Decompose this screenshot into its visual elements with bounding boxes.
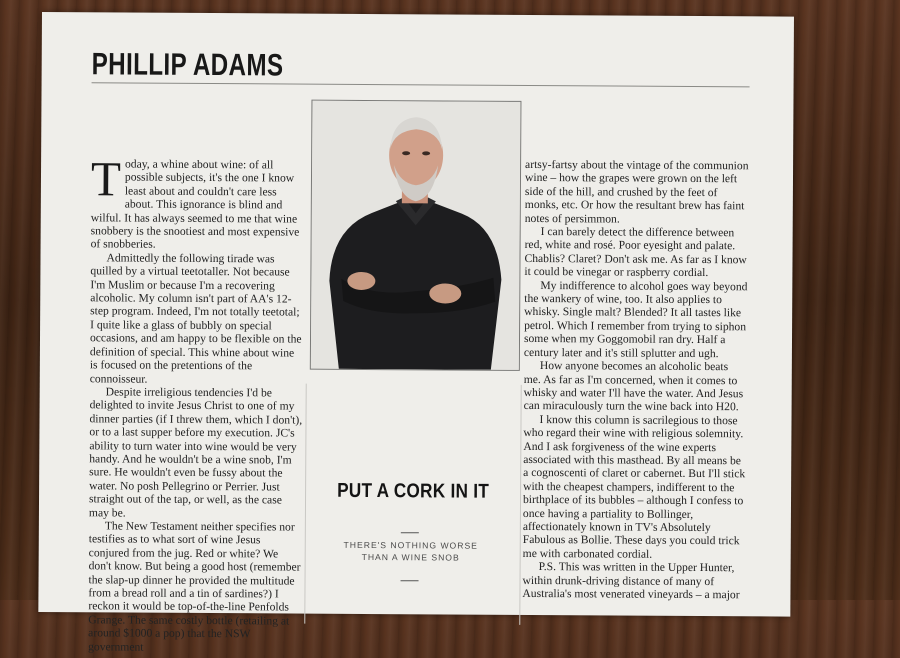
article-column-right: [522, 158, 749, 602]
portrait-photo: [311, 101, 521, 370]
article-headline: PUT A CORK IN IT: [337, 479, 490, 503]
article-paragraph: I can barely detect the difference between red, white and rosé. Poor eyesight and palate. Chablis? Claret? Don't ask me. As far as I know it could be vinegar or raspberry cordial.: [524, 225, 747, 280]
article-paragraph: Admittedly the following tirade was quilled by a virtual teetotaller. Not because I'm Muslim or because I'm a recovering alcoholic. My column isn't part of AA's 12-step program. Indeed, I'm not totally teetotal; I quite like a glass of bubbly on special occasions, and am happy to be flexible on the definition of special. This whine about wine is focused on the pretentions of the connoisseur.: [89, 251, 302, 386]
newspaper-page: [38, 12, 794, 654]
article-paragraph: Despite irreligious tendencies I'd be delighted to invite Jesus Christ to one of my dinner parties (if I threw them, which I don't), or to a last supper before my execution. JC's ability to turn water into wine would be very handy. And he wouldn't be a wine snob, I'm sure. He wouldn't even be fussy about the water. No posh Pellegrino or Perrier. Just straight out of the tap, or well, as the case may be.: [88, 385, 303, 520]
drop-cap: T: [90, 151, 122, 207]
standfirst-dash-bottom: [401, 580, 419, 581]
article-paragraph: I know this column is sacrilegious to those who regard their wine with religious solemnity. And I ask forgiveness of the wine experts associated with this masthead. By all means be a cognoscenti of claret or cabernet. But I'll stick with the cheapest champers, indifferent to the birthplace of its bubbles – although I confess to once having a partiality to Bollinger, affectionately known in TV's Absolutely Fabulous as Bollie. These days you could trick me with carbonated cordial.: [522, 412, 746, 561]
article-paragraph: How anyone becomes an alcoholic beats me. As far as I'm concerned, when it comes to whisky and water I'll have the water. And Jesus can miraculously turn the wine back into H20.: [523, 359, 744, 414]
column-divider: [519, 385, 521, 625]
article-paragraph: The New Testament neither specifies nor testifies as to what sort of wine Jesus conjured from the jug. Red or white? We don't know. But being a good host (remember the slap-up dinner he provided the multitude from a bread roll and a tin of sardines?) I reckon it would be top-of-the-line Penfolds Grange. The same costly bottle (retailing at around $1000 a pop) that the NSW government: [88, 519, 301, 654]
article-paragraph: My indifference to alcohol goes way beyond the wankery of wine, too. It also applies to whisky. Single malt? Blended? It all tastes like petrol. Which I remember from trying to siphon some when my Goggomobil ran dry. Half a century later and it's still splutter and ugh.: [523, 278, 748, 360]
portrait-photo-frame: [310, 100, 522, 371]
article-paragraph: artsy-fartsy about the vintage of the communion wine – how the grapes were grown on the left side of the hill, and crushed by the feet of monks, etc. Or how the resultant brew has faint notes of persimmon.: [524, 157, 749, 226]
article-standfirst: THERE'S NOTHING WORSE THAN A WINE SNOB: [343, 539, 478, 563]
standfirst-dash-top: [401, 532, 419, 533]
header-rule: [92, 82, 750, 87]
article-column-left: [88, 151, 305, 654]
columnist-byline: PHILLIP ADAMS: [91, 46, 284, 83]
article-paragraph: Today, a whine about wine: of all possible subjects, it's the one I know least about and couldn't care less about. This ignorance is blind and wilful. It has always seemed to me that wine snobbery is the snootiest and most expensive of snobberies.: [90, 151, 300, 252]
article-paragraph: P.S. This was written in the Upper Hunter, within drunk-driving distance of many of Australia's most venerated vineyards – a major: [522, 560, 740, 602]
column-divider: [304, 384, 306, 624]
